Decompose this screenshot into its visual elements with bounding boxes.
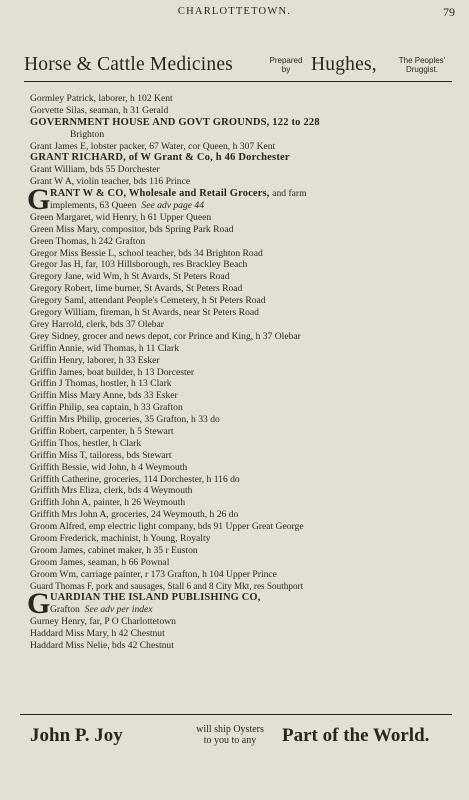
listing-entry: Griffin Philip, sea captain, h 33 Grafton bbox=[30, 402, 183, 414]
guardian-ad-name: UARDIAN THE ISLAND PUBLISHING CO, bbox=[50, 592, 261, 604]
ad-top-by: by bbox=[281, 64, 291, 74]
listing-entry: Brighton bbox=[70, 128, 105, 140]
listing-entry: Gorvette Silas, seaman, h 31 Gerald bbox=[30, 104, 169, 116]
page-header bbox=[0, 4, 469, 22]
bottom-advertisement bbox=[20, 714, 452, 754]
listing-entry: Green Margaret, wid Henry, h 61 Upper Queen bbox=[30, 211, 212, 223]
listing-entry: Griffith Mrs John A, groceries, 24 Weymouth, h 26 do bbox=[30, 509, 239, 521]
guardian-ad-line bbox=[50, 604, 153, 616]
top-advertisement bbox=[24, 50, 452, 82]
ad-bottom-name: John P. Joy bbox=[30, 725, 123, 746]
drop-cap: G bbox=[27, 183, 51, 217]
listing-entry: Grey Harrold, clerk, bds 37 Olebar bbox=[30, 318, 164, 330]
listing-entry: Griffin Miss T, tailoress, bds Stewart bbox=[30, 449, 172, 461]
listing-entry: Groom James, cabinet maker, h 35 r Euston bbox=[30, 544, 198, 556]
listing-entry: Groom Wm, carriage painter, r 173 Grafton, h 104 Upper Prince bbox=[30, 568, 277, 580]
grant-ad-address: implements, 63 Queen bbox=[50, 200, 137, 212]
listing-entry: Gregor Miss Bessie L, school teacher, bds 34 Brighton Road bbox=[30, 247, 263, 259]
listing-entry: Griffith Mrs Eliza, clerk, bds 4 Weymouth bbox=[30, 485, 193, 497]
ad-top-prepared: Prepared bbox=[269, 56, 303, 65]
listing-entry: Griffin J Thomas, hostler, h 13 Clark bbox=[30, 378, 172, 390]
listing-entry: GOVERNMENT HOUSE AND GOVT GROUNDS, 122 to 228 bbox=[30, 116, 320, 128]
guardian-ad-reference: See adv per index bbox=[84, 604, 153, 616]
listing-entry: Green Thomas, h 242 Grafton bbox=[30, 235, 146, 247]
listing-entry: Griffin Annie, wid Thomas, h 11 Clark bbox=[30, 342, 180, 354]
ad-top-peoples: The Peoples' bbox=[398, 56, 446, 65]
listing-entry: Gregory William, fireman, h St Avards, near St Peters Road bbox=[30, 307, 259, 319]
ad-bottom-rule bbox=[20, 714, 452, 715]
listing-entry: Haddard Miss Nelie, bds 42 Chestnut bbox=[30, 640, 174, 651]
ad-top-prepared-by bbox=[266, 57, 306, 74]
listing-entry: Gregory Robert, lime burner, St Avards, St Peters Road bbox=[30, 283, 243, 295]
listing-entry: Groom James, seaman, h 66 Pownal bbox=[30, 556, 170, 568]
ad-top-druggist bbox=[392, 57, 452, 74]
ad-bottom-line2: to you to any bbox=[203, 734, 257, 746]
guardian-ad-line bbox=[50, 592, 261, 604]
listing-entry: Griffith Catherine, groceries, 114 Dorchester, h 116 do bbox=[30, 473, 240, 485]
listing-entry: Grant James E, lobster packer, 67 Water, cor Queen, h 307 Kent bbox=[30, 140, 276, 152]
listing-entry: Groom Alfred, emp electric light company, bds 91 Upper Great George bbox=[30, 521, 304, 533]
grant-ad-name: RANT W & CO, Wholesale and Retail Grocers, bbox=[50, 188, 270, 200]
listing-entry: Griffin Mrs Philip, groceries, 35 Grafton, h 33 do bbox=[30, 414, 220, 426]
running-title: CHARLOTTETOWN. bbox=[177, 6, 292, 17]
listing-entry: Grant William, bds 55 Dorchester bbox=[30, 164, 160, 176]
ad-bottom-tagline: Part of the World. bbox=[282, 725, 430, 746]
listing-entry: Griffin Thos, hestler, h Clark bbox=[30, 437, 142, 449]
listing-entry: Gormley Patrick, laborer, h 102 Kent bbox=[30, 93, 173, 104]
guardian-advertisement bbox=[27, 587, 460, 621]
ad-top-rule bbox=[24, 81, 452, 82]
listing-entry: Griffin James, boat builder, h 13 Dorcester bbox=[30, 366, 195, 378]
page-number: 79 bbox=[443, 5, 455, 19]
ad-bottom-oysters bbox=[180, 725, 280, 746]
listing-entry: Gregor Jas H, far, 103 Hillsborough, res Brackley Beach bbox=[30, 259, 248, 271]
listing-entry: Gurney Henry, far, P O Charlottetown bbox=[30, 616, 176, 628]
grant-ad-suffix: and farm bbox=[272, 188, 307, 200]
listing-entry: Grey Sidney, grocer and news depot, cor Prince and King, h 37 Olebar bbox=[30, 330, 301, 342]
ad-top-name: Hughes, bbox=[311, 54, 377, 75]
ad-bottom-line1: will ship Oysters bbox=[196, 724, 264, 735]
listing-entry: Griffith John A, painter, h 26 Weymouth bbox=[30, 497, 186, 509]
listing-entry: Griffin Henry, laborer, h 33 Esker bbox=[30, 354, 160, 366]
listing-entry: Guard Thomas F, pork and sausages, Stall 6 and 8 City Mkt, res Southport bbox=[30, 580, 304, 591]
listing-entry: Griffith Bessie, wid John, h 4 Weymouth bbox=[30, 461, 188, 473]
ad-top-product: Horse & Cattle Medicines bbox=[24, 54, 233, 75]
listing-entry: Groom Frederick, machinist, h Young, Royalty bbox=[30, 532, 211, 544]
listing-entry: Haddard Miss Mary, h 42 Chestnut bbox=[30, 628, 165, 640]
grant-ad-line bbox=[50, 200, 204, 212]
directory-listings bbox=[27, 93, 460, 652]
listing-entry: Green Miss Mary, compositor, bds Spring Park Road bbox=[30, 223, 234, 235]
listing-entry: Griffin Robert, carpenter, h 5 Stewart bbox=[30, 425, 174, 437]
listing-entry: Gregory Jane, wid Wm, h St Avards, St Peters Road bbox=[30, 271, 230, 283]
listing-entry: Gregory Saml, attendant People's Cemetery, h St Peters Road bbox=[30, 295, 266, 307]
drop-cap: G bbox=[27, 587, 51, 621]
ad-top-druggist-word: Druggist. bbox=[405, 64, 438, 74]
grant-ad-line bbox=[50, 188, 307, 200]
listing-entry: Griffin Miss Mary Anne, bds 33 Esker bbox=[30, 390, 178, 402]
guardian-ad-address: Grafton bbox=[50, 604, 80, 616]
listing-entry: GRANT RICHARD, of W Grant & Co, h 46 Dorchester bbox=[30, 152, 290, 164]
grant-ad-reference: See adv page 44 bbox=[141, 200, 204, 212]
listing-entry: Grant W A, violin teacher, bds 116 Prince bbox=[30, 176, 191, 188]
